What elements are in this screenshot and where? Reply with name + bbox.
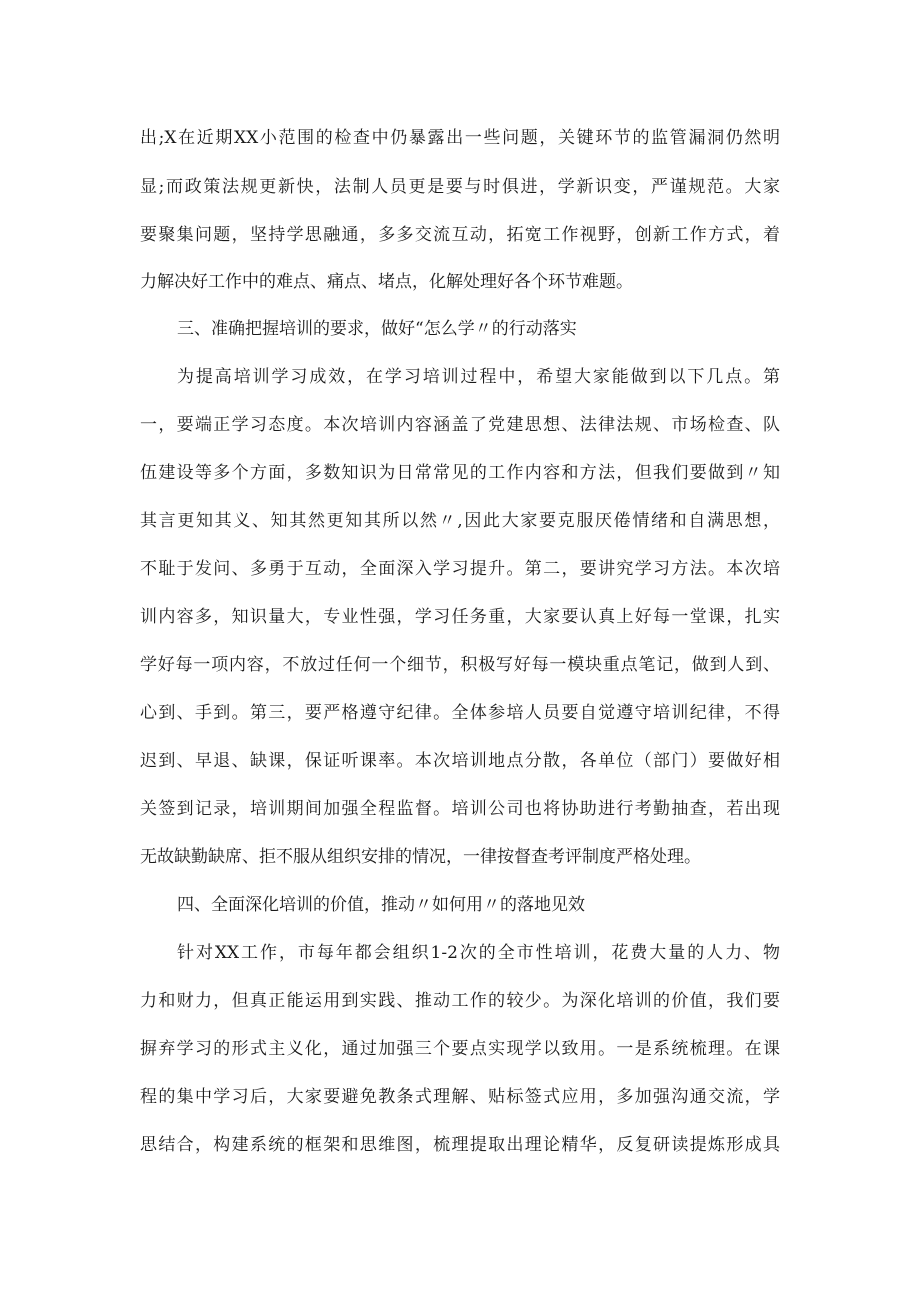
- body-text-line: 其言更知其义、知其然更知其所以然〃,因此大家要克服厌倦情绪和自满思想，: [140, 511, 780, 531]
- paragraph-first-line: 针对XX工作，市每年都会组织1-2次的全市性培训，花费大量的人力、物: [177, 943, 780, 963]
- body-text-line: 迟到、早退、缺课，保证听课率。本次培训地点分散，各单位（部门）要做好相: [140, 751, 780, 771]
- body-text-line: 无故缺勤缺席、拒不服从组织安排的情况，一律按督查考评制度严格处理。: [140, 847, 701, 867]
- body-text-line: 关签到记录，培训期间加强全程监督。培训公司也将协助进行考勤抽查，若出现: [140, 799, 780, 819]
- body-text-line: 训内容多，知识量大，专业性强，学习任务重，大家要认真上好每一堂课，扎实: [140, 607, 780, 627]
- paragraph-first-line: 为提高培训学习成效，在学习培训过程中，希望大家能做到以下几点。第: [177, 367, 780, 387]
- body-text-line: 出;X在近期XX小范围的检查中仍暴露出一些问题，关键环节的监管漏洞仍然明: [140, 128, 780, 148]
- section-heading-3: 三、准确把握培训的要求，做好“怎么学〃的行动落实: [177, 319, 577, 339]
- body-text-line: 不耻于发问、多勇于互动，全面深入学习提升。第二，要讲究学习方法。本次培: [140, 559, 780, 579]
- body-text-line: 显;而政策法规更新快，法制人员更是要与时俱进，学新识变，严谨规范。大家: [140, 177, 780, 197]
- body-text-line: 力解决好工作中的难点、痛点、堵点，化解处理好各个环节难题。: [140, 272, 633, 292]
- body-text-line: 要聚集问题，坚持学思融通，多多交流互动，拓宽工作视野，创新工作方式，着: [140, 225, 780, 245]
- body-text-line: 学好每一项内容，不放过任何一个细节，积极写好每一模块重点笔记，做到人到、: [140, 655, 780, 675]
- body-text-line: 程的集中学习后，大家要避免教条式理解、贴标签式应用，多加强沟通交流，学: [140, 1087, 780, 1107]
- body-text-line: 心到、手到。第三，要严格遵守纪律。全体参培人员要自觉遵守培训纪律，不得: [140, 703, 780, 723]
- section-heading-4: 四、全面深化培训的价值，推动〃如何用〃的落地见效: [177, 895, 585, 915]
- body-text-line: 摒弃学习的形式主义化，通过加强三个要点实现学以致用。一是系统梳理。在课: [140, 1039, 780, 1059]
- body-text-line: 伍建设等多个方面，多数知识为日常常见的工作内容和方法，但我们要做到〃知: [140, 463, 780, 483]
- body-text-line: 一，要端正学习态度。本次培训内容涵盖了党建思想、法律法规、市场检查、队: [140, 415, 780, 435]
- body-text-line: 力和财力，但真正能运用到实践、推动工作的较少。为深化培训的价值，我们要: [140, 991, 780, 1011]
- body-text-line: 思结合，构建系统的框架和思维图，梳理提取出理论精华，反复研读提炼形成具: [140, 1135, 780, 1155]
